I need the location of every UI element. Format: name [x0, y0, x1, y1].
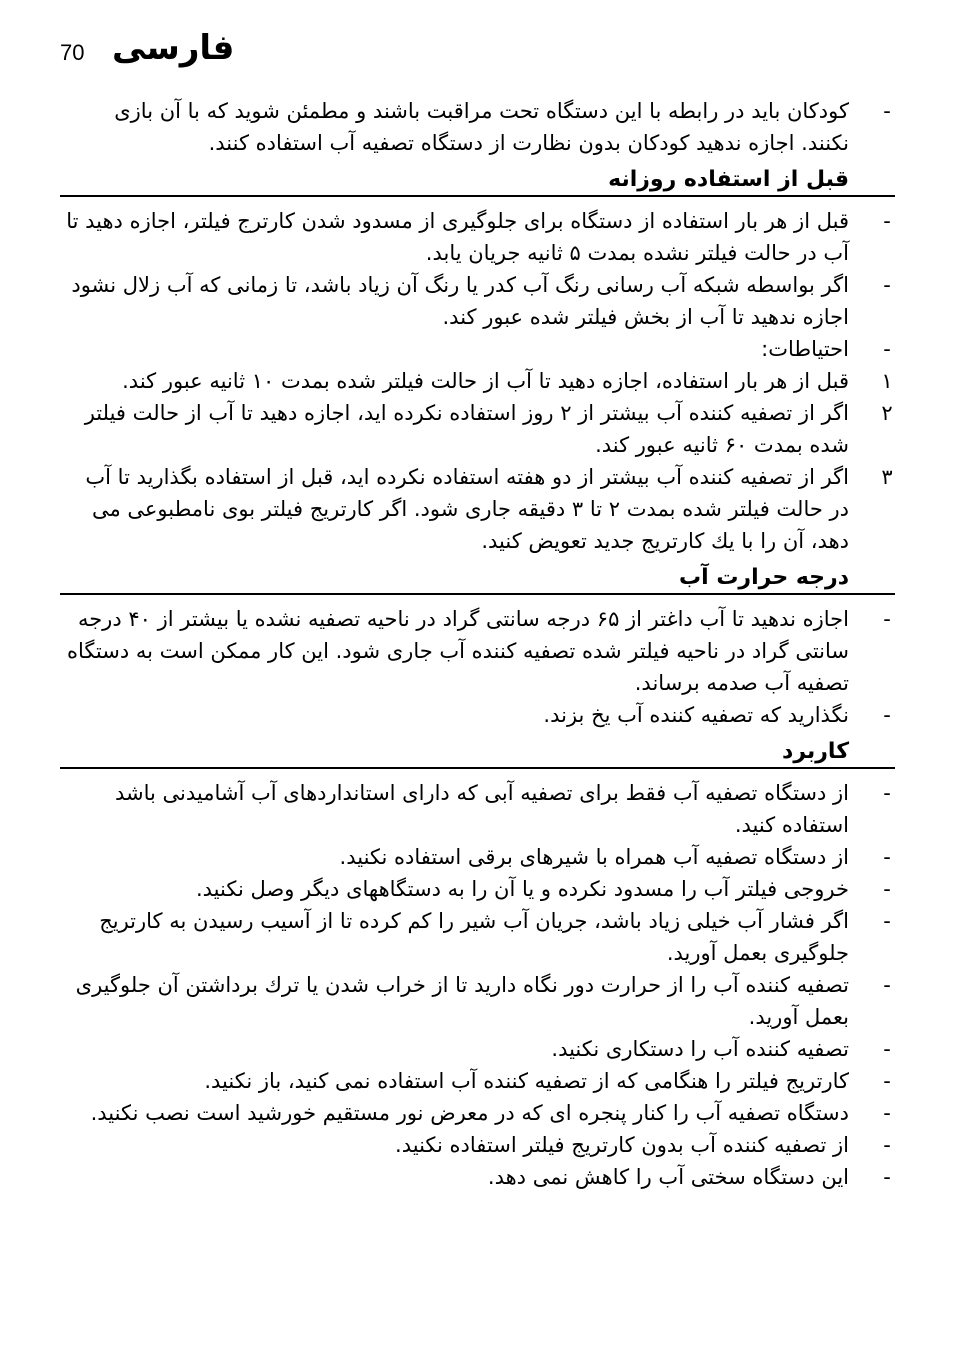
item-text: این دستگاه سختی آب را کاهش نمی دهد. — [487, 1165, 849, 1189]
list-item — [60, 1033, 895, 1065]
numbered-item — [60, 365, 895, 397]
bullet: - — [883, 337, 891, 361]
section-title: قبل از استفاده روزانه — [60, 167, 895, 197]
number: ۳ — [881, 465, 893, 489]
item-text: از دستگاه تصفیه آب همراه با شیرهای برقی استفاده نکنید. — [339, 845, 849, 869]
list-item — [60, 905, 895, 969]
number: ۲ — [881, 401, 893, 425]
bullet: - — [883, 1165, 891, 1189]
section-water-temperature — [60, 565, 895, 731]
list-item — [60, 841, 895, 873]
item-text: اجازه ندهید تا آب داغتر از ۶۵ درجه سانتی گراد در ناحیه تصفیه نشده یا بیشتر از ۴۰ درجه سانتی گراد در ناحیه فیلتر شده تصفیه کننده آب جاری شود. این کار ممکن است به دستگاه تصفیه آب صدمه برساند. — [66, 607, 849, 695]
list-item — [60, 777, 895, 841]
item-text: تصفیه کننده آب را از حرارت دور نگاه دارید تا از خراب شدن یا ترك برداشتن آن جلوگیری بعمل آورید. — [75, 973, 849, 1029]
item-text: خروجی فیلتر آب را مسدود نکرده و یا آن را به دستگاههای دیگر وصل نکنید. — [195, 877, 849, 901]
bullet: - — [883, 781, 891, 805]
section-daily-use — [60, 167, 895, 557]
item-text: تصفیه کننده آب را دستکاری نکنید. — [551, 1037, 849, 1061]
item-text: از تصفیه کننده آب بدون کارتریج فیلتر استفاده نکنید. — [395, 1133, 849, 1157]
list-item — [60, 603, 895, 699]
bullet: - — [883, 877, 891, 901]
item-text: اگر بواسطه شبکه آب رسانی رنگ آب کدر یا رنگ آن زیاد باشد، تا زمانی که آب زلال نشود اجازه ندهید تا آب از بخش فیلتر شده عبور کند. — [71, 273, 849, 329]
page-header — [60, 28, 894, 78]
bullet: - — [883, 909, 891, 933]
item-text: اگر فشار آب خیلی زیاد باشد، جریان آب شیر را کم کرده تا از آسیب رسیدن به کارتریج جلوگیری بعمل آورید. — [99, 909, 849, 965]
language-title: فارسی — [112, 28, 235, 68]
number: ۱ — [881, 369, 893, 393]
item-text: کارتریج فیلتر را هنگامی که از تصفیه کننده آب استفاده نمی کنید، باز نکنید. — [204, 1069, 849, 1093]
bullet: - — [883, 1133, 891, 1157]
list-item — [60, 969, 895, 1033]
list-item — [60, 1097, 895, 1129]
item-text: اگر از تصفیه کننده آب بیشتر از دو هفته استفاده نکرده اید، قبل از استفاده بگذارید تا آب در حالت فیلتر شده بمدت ۲ تا ۳ دقیقه جاری شود. اگر کارتریج فیلتر بوی نامطبوعی می دهد، آن را با یك کارتریج جدید تعویض کنید. — [85, 465, 849, 553]
item-text: احتیاطات: — [761, 337, 849, 361]
numbered-item — [60, 461, 895, 557]
item-text: از دستگاه تصفیه آب فقط برای تصفیه آبی که دارای استانداردهای آب آشامیدنی باشد استفاده کنید. — [114, 781, 849, 837]
list-item — [60, 1129, 895, 1161]
item-text: اگر از تصفیه کننده آب بیشتر از ۲ روز استفاده نکرده اید، اجازه دهید تا آب از حالت فیلتر شده بمدت ۶۰ ثانیه عبور کند. — [84, 401, 849, 457]
bullet: - — [883, 209, 891, 233]
list-item — [60, 1161, 895, 1193]
bullet: - — [883, 1101, 891, 1125]
page-number: 70 — [60, 40, 85, 65]
bullet: - — [883, 273, 891, 297]
bullet: - — [883, 99, 891, 123]
item-text: نگذارید که تصفیه کننده آب یخ بزند. — [543, 703, 849, 727]
list-item — [60, 873, 895, 905]
numbered-item — [60, 397, 895, 461]
list-item — [60, 333, 895, 365]
list-item — [60, 95, 895, 159]
bullet: - — [883, 1069, 891, 1093]
list-item — [60, 1065, 895, 1097]
section-usage — [60, 739, 895, 1193]
bullet: - — [883, 703, 891, 727]
bullet: - — [883, 845, 891, 869]
item-text: دستگاه تصفیه آب را کنار پنجره ای که در معرض نور مستقیم خورشید است نصب نکنید. — [90, 1101, 849, 1125]
document-body — [60, 95, 895, 1193]
item-text: قبل از هر بار استفاده، اجازه دهید تا آب از حالت فیلتر شده بمدت ۱۰ ثانیه عبور کند. — [122, 369, 849, 393]
bullet: - — [883, 1037, 891, 1061]
bullet: - — [883, 973, 891, 997]
list-item — [60, 699, 895, 731]
item-text: کودکان باید در رابطه با این دستگاه تحت مراقبت باشند و مطمئن شوید که با آن بازی نکنند. اجازه ندهید کودکان بدون نظارت از دستگاه تصفیه آب استفاده کنند. — [114, 99, 849, 155]
item-text: قبل از هر بار استفاده از دستگاه برای جلوگیری از مسدود شدن کارترج فیلتر، اجازه دهید تا آب در حالت فیلتر نشده بمدت ۵ ثانیه جریان یابد. — [66, 209, 849, 265]
section-title: کاربرد — [60, 739, 895, 769]
list-item — [60, 205, 895, 269]
section-title: درجه حرارت آب — [60, 565, 895, 595]
bullet: - — [883, 607, 891, 631]
list-item — [60, 269, 895, 333]
